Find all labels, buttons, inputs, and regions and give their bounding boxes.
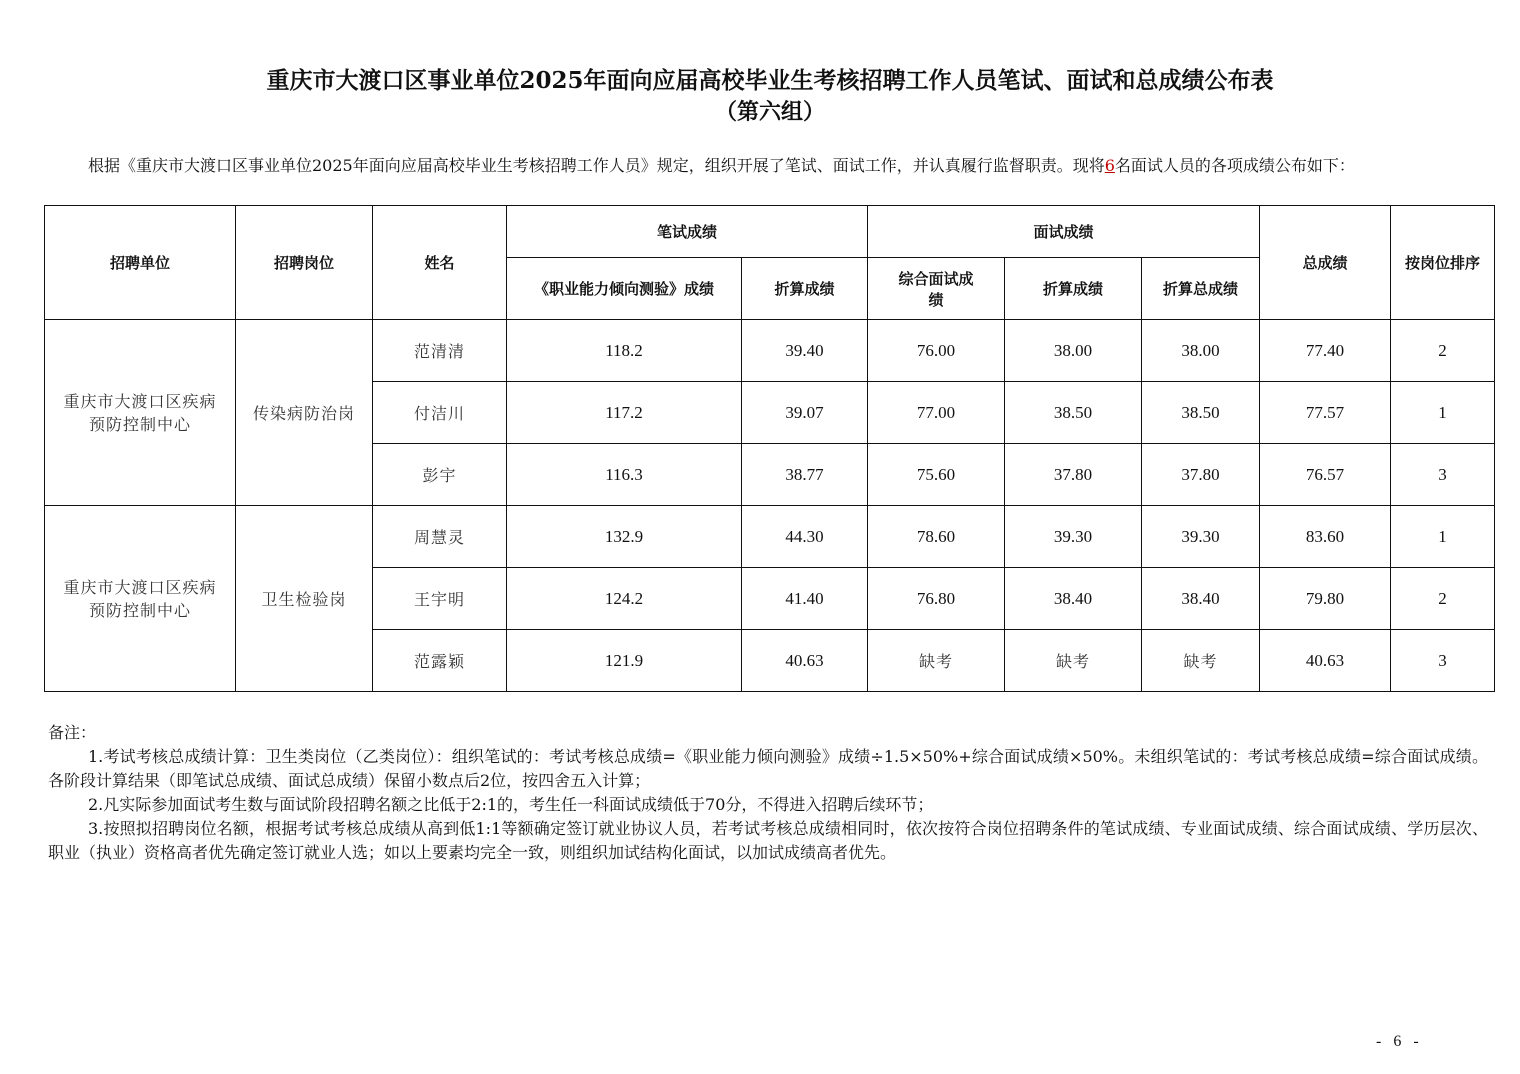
interview-total-cell: 缺考 <box>1142 630 1260 692</box>
interview-conv-cell: 缺考 <box>1005 630 1142 692</box>
header-name: 姓名 <box>373 206 507 320</box>
written-cell: 118.2 <box>507 320 742 382</box>
intro-paragraph <box>48 154 1488 177</box>
header-written-score: 《职业能力倾向测验》成绩 <box>507 258 742 320</box>
page-number: - 6 - <box>1376 1033 1423 1050</box>
interview-total-cell: 37.80 <box>1142 444 1260 506</box>
interview-total-cell: 38.50 <box>1142 382 1260 444</box>
name-cell: 范清清 <box>373 320 507 382</box>
written-conv-cell: 39.40 <box>742 320 868 382</box>
intro-text-before: 根据《重庆市大渡口区事业单位2025年面向应届高校毕业生考核招聘工作人员》规定，组织开展了笔试、面试工作，并认真履行监督职责。现将 <box>88 156 1105 175</box>
results-table <box>44 205 1495 692</box>
unit-cell: 重庆市大渡口区疾病预防控制中心 <box>45 320 236 506</box>
interview-cell: 77.00 <box>868 382 1005 444</box>
header-post: 招聘岗位 <box>236 206 373 320</box>
page-title: 重庆市大渡口区事业单位2025年面向应届高校毕业生考核招聘工作人员笔试、面试和总成绩公布表 <box>266 67 1274 94</box>
post-cell: 卫生检验岗 <box>236 506 373 692</box>
header-unit: 招聘单位 <box>45 206 236 320</box>
rank-cell: 2 <box>1391 568 1495 630</box>
interview-total-cell: 38.00 <box>1142 320 1260 382</box>
header-total: 总成绩 <box>1260 206 1391 320</box>
header-interview-group: 面试成绩 <box>868 206 1260 258</box>
written-cell: 121.9 <box>507 630 742 692</box>
header-interview-total: 折算总成绩 <box>1142 258 1260 320</box>
written-cell: 116.3 <box>507 444 742 506</box>
post-cell: 传染病防治岗 <box>236 320 373 506</box>
name-cell: 范露颖 <box>373 630 507 692</box>
intro-count: 6 <box>1104 156 1115 175</box>
written-conv-cell: 40.63 <box>742 630 868 692</box>
name-cell: 王宇明 <box>373 568 507 630</box>
total-cell: 76.57 <box>1260 444 1391 506</box>
written-cell: 117.2 <box>507 382 742 444</box>
interview-cell: 76.80 <box>868 568 1005 630</box>
header-written-converted: 折算成绩 <box>742 258 868 320</box>
written-conv-cell: 39.07 <box>742 382 868 444</box>
interview-cell: 缺考 <box>868 630 1005 692</box>
note-item: 3.按照拟招聘岗位名额，根据考试考核总成绩从高到低1:1等额确定签订就业协议人员，若考试考核总成绩相同时，依次按符合岗位招聘条件的笔试成绩、专业面试成绩、综合面试成绩、学历层次、职业（执业）资格高者优先确定签订就业人选；如以上要素均完全一致，则组织加试结构化面试，以加试成绩高者优先。 <box>48 819 1488 862</box>
interview-total-cell: 39.30 <box>1142 506 1260 568</box>
written-conv-cell: 38.77 <box>742 444 868 506</box>
interview-conv-cell: 39.30 <box>1005 506 1142 568</box>
table-row <box>45 506 1495 568</box>
rank-cell: 2 <box>1391 320 1495 382</box>
interview-conv-cell: 38.50 <box>1005 382 1142 444</box>
notes-heading: 备注： <box>48 723 97 742</box>
interview-conv-cell: 38.40 <box>1005 568 1142 630</box>
unit-cell: 重庆市大渡口区疾病预防控制中心 <box>45 506 236 692</box>
note-item: 1.考试考核总成绩计算：卫生类岗位（乙类岗位）：组织笔试的：考试考核总成绩=《职业能力倾向测验》成绩÷1.5×50%+综合面试成绩×50%。未组织笔试的：考试考核总成绩=综合面试成绩。各阶段计算结果（即笔试总成绩、面试总成绩）保留小数点后2位，按四舍五入计算； <box>48 747 1488 790</box>
written-cell: 132.9 <box>507 506 742 568</box>
total-cell: 77.40 <box>1260 320 1391 382</box>
note-item: 2.凡实际参加面试考生数与面试阶段招聘名额之比低于2:1的，考生任一科面试成绩低于70分，不得进入招聘后续环节； <box>88 795 934 814</box>
written-conv-cell: 44.30 <box>742 506 868 568</box>
notes-section <box>48 721 1488 865</box>
page-subtitle: （第六组） <box>714 99 825 125</box>
interview-cell: 75.60 <box>868 444 1005 506</box>
table-row <box>45 320 1495 382</box>
header-interview-converted: 折算成绩 <box>1005 258 1142 320</box>
name-cell: 付洁川 <box>373 382 507 444</box>
header-written-group: 笔试成绩 <box>507 206 868 258</box>
rank-cell: 3 <box>1391 444 1495 506</box>
total-cell: 40.63 <box>1260 630 1391 692</box>
interview-conv-cell: 37.80 <box>1005 444 1142 506</box>
written-conv-cell: 41.40 <box>742 568 868 630</box>
written-cell: 124.2 <box>507 568 742 630</box>
rank-cell: 1 <box>1391 506 1495 568</box>
intro-text-after: 名面试人员的各项成绩公布如下： <box>1114 156 1355 175</box>
name-cell: 彭宇 <box>373 444 507 506</box>
total-cell: 83.60 <box>1260 506 1391 568</box>
interview-cell: 78.60 <box>868 506 1005 568</box>
interview-conv-cell: 38.00 <box>1005 320 1142 382</box>
header-rank: 按岗位排序 <box>1391 206 1495 320</box>
rank-cell: 1 <box>1391 382 1495 444</box>
total-cell: 79.80 <box>1260 568 1391 630</box>
rank-cell: 3 <box>1391 630 1495 692</box>
header-interview-score: 综合面试成绩 <box>868 258 1005 320</box>
name-cell: 周慧灵 <box>373 506 507 568</box>
interview-cell: 76.00 <box>868 320 1005 382</box>
interview-total-cell: 38.40 <box>1142 568 1260 630</box>
total-cell: 77.57 <box>1260 382 1391 444</box>
